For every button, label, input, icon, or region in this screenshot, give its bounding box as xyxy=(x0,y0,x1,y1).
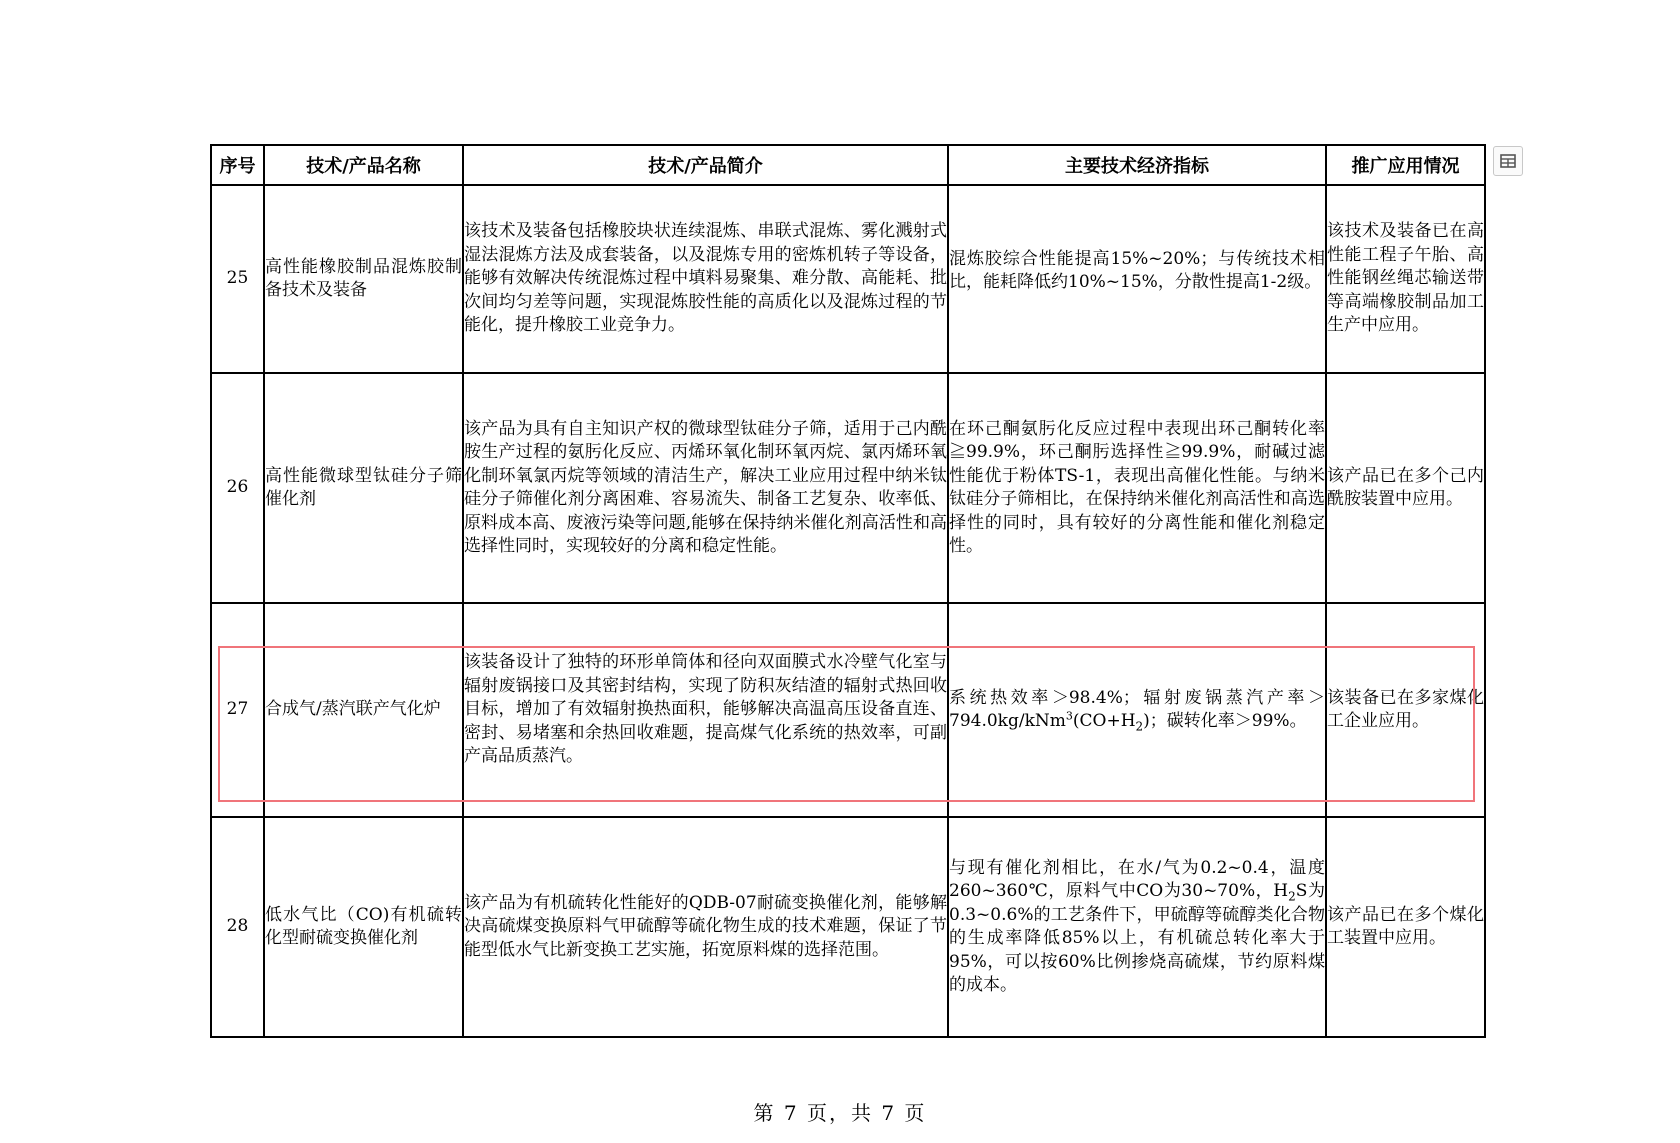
row-intro: 该产品为有机硫转化性能好的QDB-07耐硫变换催化剂，能够解决高硫煤变换原料气甲硫醇等硫化物生成的技术难题，保证了节能型低水气比新变换工艺实施，拓宽原料煤的选择范围。 xyxy=(463,817,948,1037)
header-serial: 序号 xyxy=(211,145,264,185)
row-indicators xyxy=(948,817,1326,1037)
row-intro: 该产品为具有自主知识产权的微球型钛硅分子筛，适用于己内酰胺生产过程的氨肟化反应、丙烯环氧化制环氧丙烷、氯丙烯环氧化制环氧氯丙烷等领域的清洁生产，解决工业应用过程中纳米钛硅分子筛催化剂分离困难、容易流失、制备工艺复杂、收率低、原料成本高、废液污染等问题,能够在保持纳米催化剂高活性和高选择性同时，实现较好的分离和稳定性能。 xyxy=(463,373,948,603)
row-name: 低水气比（CO)有机硫转化型耐硫变换催化剂 xyxy=(264,817,463,1037)
row-indicators xyxy=(948,185,1326,373)
row-application: 该技术及装备已在高性能工程子午胎、高性能钢丝绳芯输送带等高端橡胶制品加工生产中应用。 xyxy=(1326,185,1485,373)
indicator-subscript: 2 xyxy=(1135,719,1144,734)
row-serial: 26 xyxy=(211,373,264,603)
row-serial: 28 xyxy=(211,817,264,1037)
row-serial: 27 xyxy=(211,603,264,817)
indicator-text: 与现有催化剂相比，在水/气为0.2~0.4，温度260~360℃，原料气中CO为30~70%，H xyxy=(949,857,1325,901)
indicator-text: 系统热效率＞98.4%；辐射废锅蒸汽产率＞794.0kg/kNm xyxy=(949,687,1325,731)
row-name: 高性能橡胶制品混炼胶制备技术及装备 xyxy=(264,185,463,373)
indicator-text: S为0.3~0.6%的工艺条件下，甲硫醇等硫醇类化合物的生成率降低85%以上，有机硫总转化率大于95%，可以按60%比例掺烧高硫煤，节约原料煤的成本。 xyxy=(949,881,1325,995)
row-indicators-text: 混炼胶综合性能提高15%~20%；与传统技术相比，能耗降低约10%~15%，分散性提高1-2级。 xyxy=(949,248,1325,292)
indicator-text: (CO+H xyxy=(1072,711,1136,731)
header-intro: 技术/产品简介 xyxy=(463,145,948,185)
table-header-row xyxy=(211,145,1485,185)
header-name: 技术/产品名称 xyxy=(264,145,463,185)
table-row xyxy=(211,817,1485,1037)
tech-table xyxy=(210,144,1486,1038)
indicator-subscript: 2 xyxy=(1288,889,1296,904)
table-row xyxy=(211,603,1485,817)
header-application: 推广应用情况 xyxy=(1326,145,1485,185)
row-name: 高性能微球型钛硅分子筛催化剂 xyxy=(264,373,463,603)
row-intro: 该装备设计了独特的环形单筒体和径向双面膜式水冷壁气化室与辐射废锅接口及其密封结构，实现了防积灰结渣的辐射式热回收目标，增加了有效辐射换热面积，能够解决高温高压设备直连、密封、易堵塞和余热回收难题，提高煤气化系统的热效率，可副产高品质蒸汽。 xyxy=(463,603,948,817)
frame-toggle-icon[interactable] xyxy=(1493,146,1523,176)
table-row xyxy=(211,373,1485,603)
indicator-superscript: 3 xyxy=(1065,709,1073,723)
row-application: 该装备已在多家煤化工企业应用。 xyxy=(1326,603,1485,817)
table-row xyxy=(211,185,1485,373)
row-serial: 25 xyxy=(211,185,264,373)
row-application: 该产品已在多个煤化工装置中应用。 xyxy=(1326,817,1485,1037)
indicator-text: )；碳转化率＞99%。 xyxy=(1143,711,1307,731)
row-intro: 该技术及装备包括橡胶块状连续混炼、串联式混炼、雾化溅射式湿法混炼方法及成套装备，以及混炼专用的密炼机转子等设备，能够有效解决传统混炼过程中填料易聚集、难分散、高能耗、批次间均匀差等问题，实现混炼胶性能的高质化以及混炼过程的节能化，提升橡胶工业竞争力。 xyxy=(463,185,948,373)
row-indicators xyxy=(948,603,1326,817)
row-indicators: 在环己酮氨肟化反应过程中表现出环己酮转化率≧99.9%，环己酮肟选择性≧99.9%，耐碱过滤性能优于粉体TS-1，表现出高催化性能。与纳米钛硅分子筛相比，在保持纳米催化剂高活性和高选择性的同时，具有较好的分离性能和催化剂稳定性。 xyxy=(948,373,1326,603)
header-indicators: 主要技术经济指标 xyxy=(948,145,1326,185)
row-name: 合成气/蒸汽联产气化炉 xyxy=(264,603,463,817)
row-application: 该产品已在多个己内酰胺装置中应用。 xyxy=(1326,373,1485,603)
page-number: 第 7 页，共 7 页 xyxy=(753,1101,927,1125)
